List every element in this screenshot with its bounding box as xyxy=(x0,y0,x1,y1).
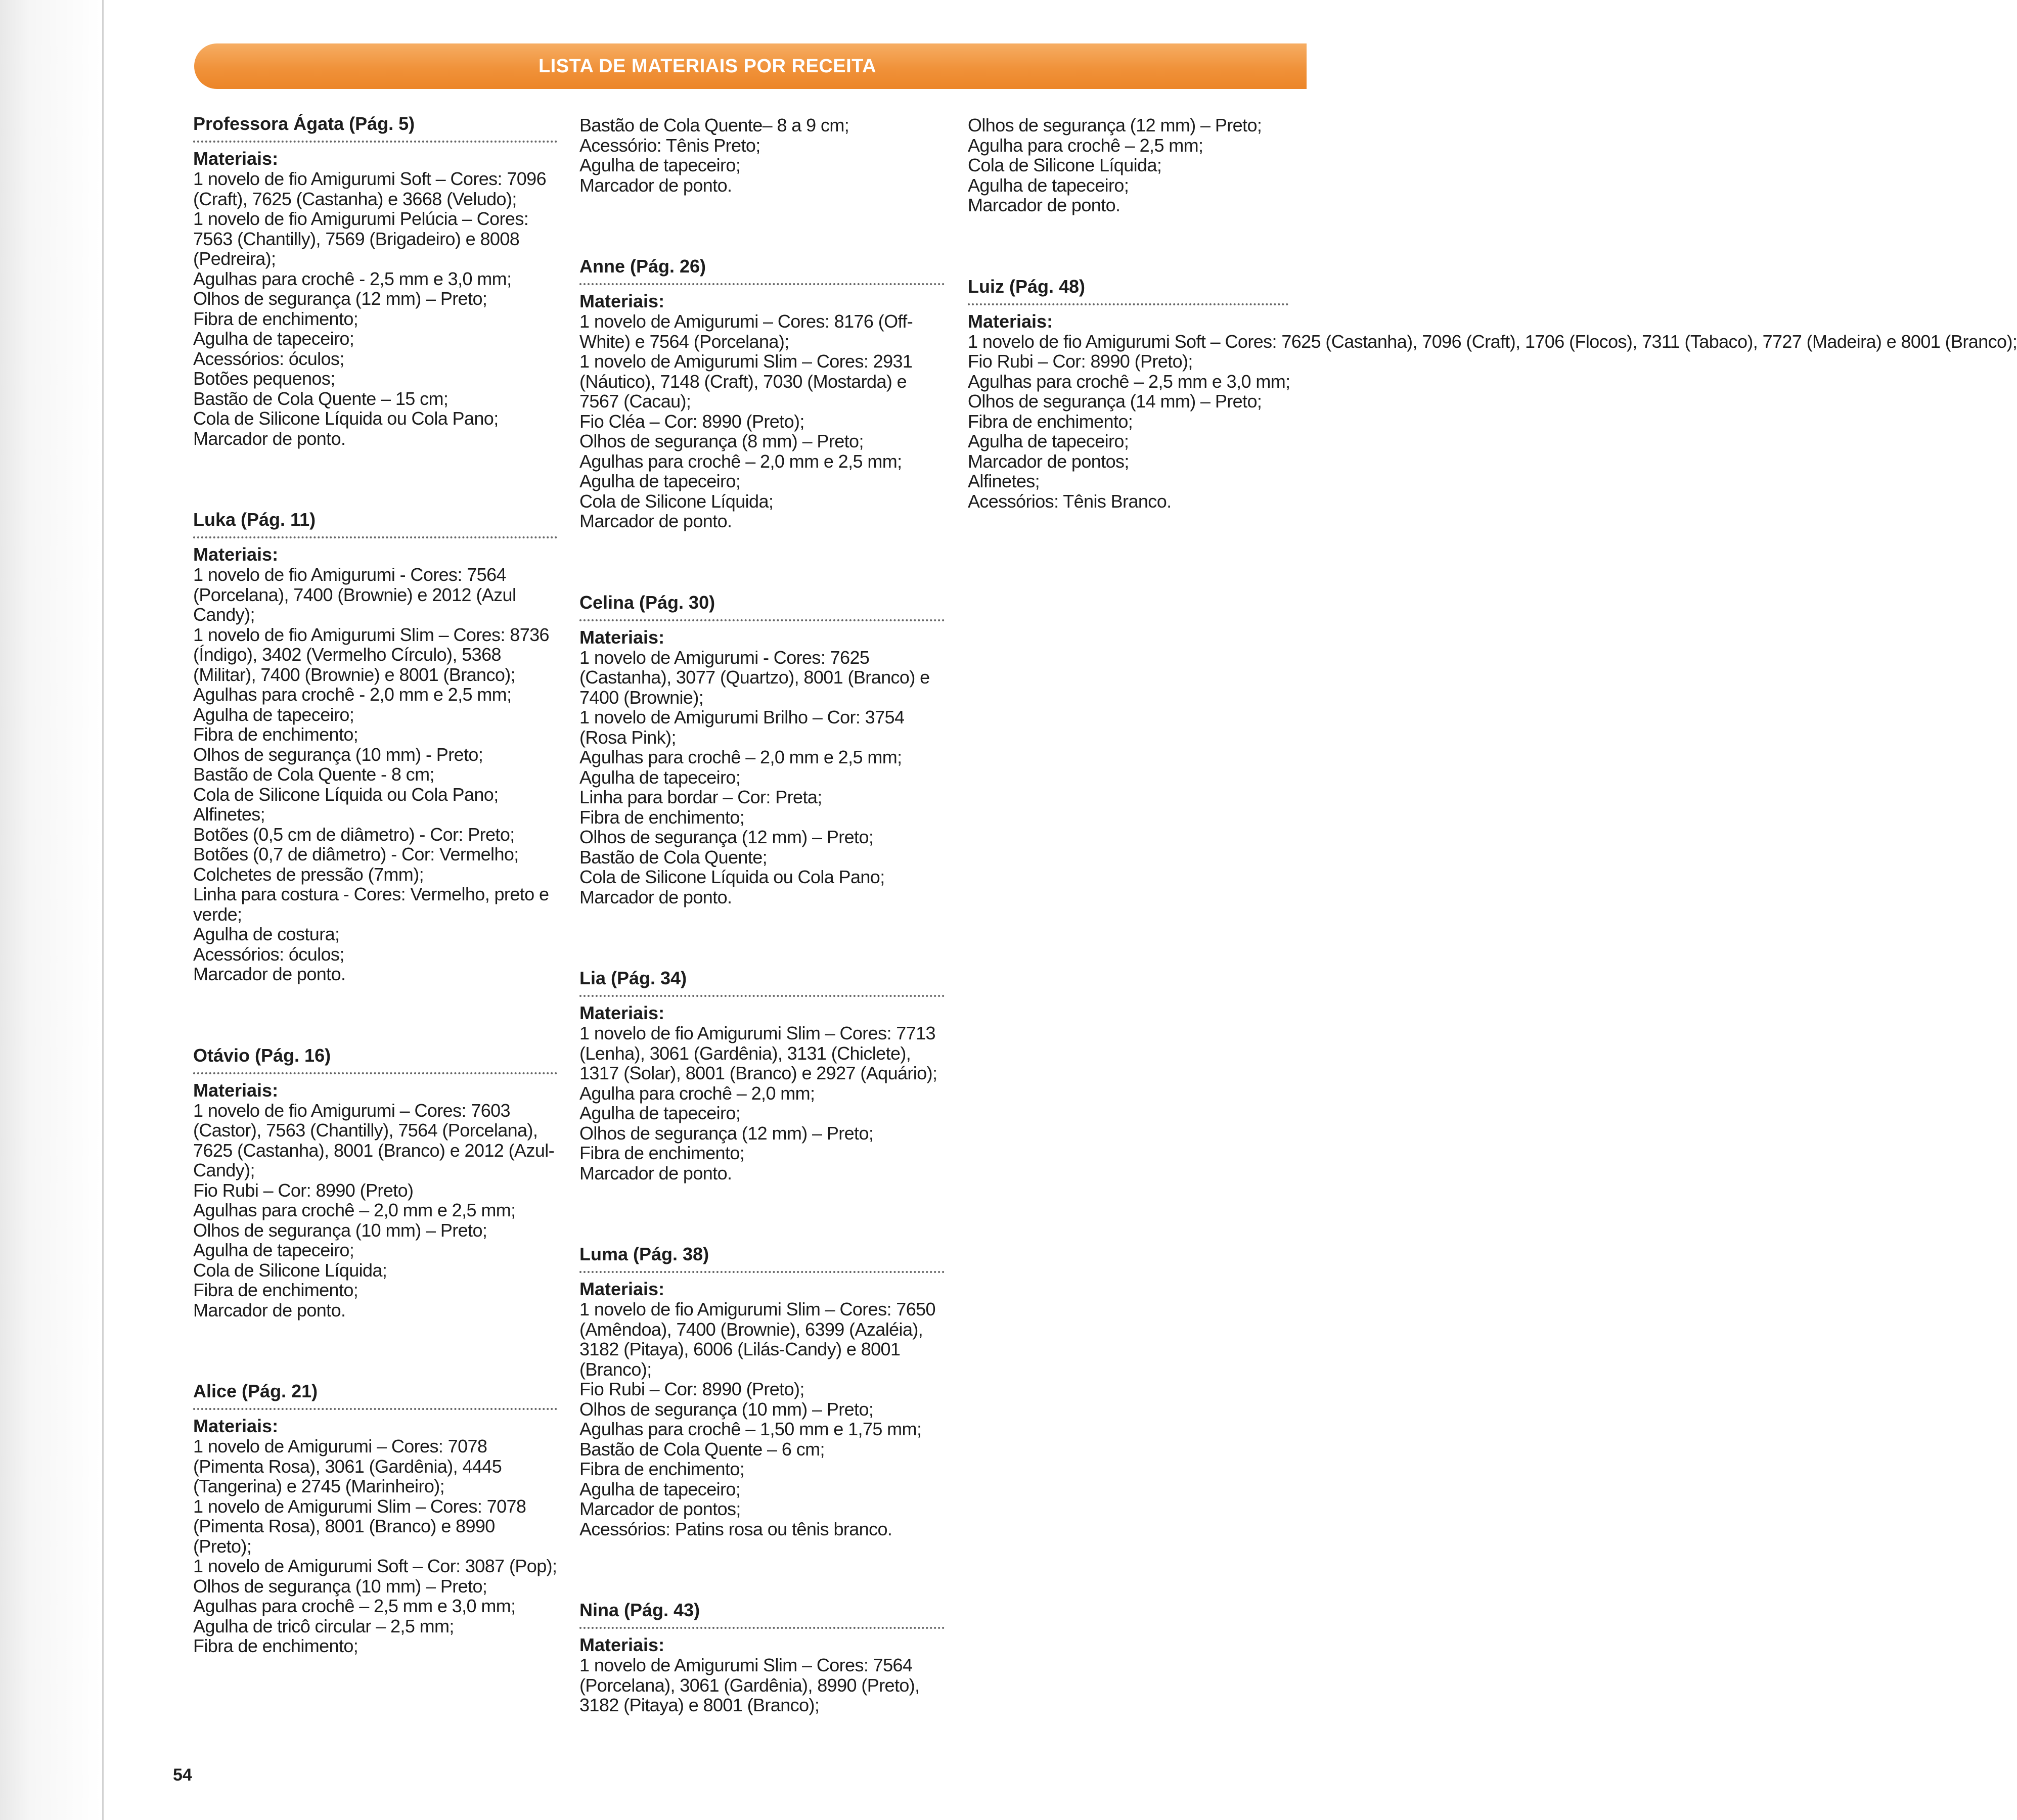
material-item: Bastão de Cola Quente; xyxy=(579,846,768,868)
material-item: Fio Rubi – Cor: 8990 (Preto) xyxy=(193,1179,414,1201)
materials-label: Materiais: xyxy=(193,1079,279,1101)
material-item: Olhos de segurança (10 mm) – Preto; xyxy=(193,1219,487,1241)
material-item: Agulhas para crochê – 1,50 mm e 1,75 mm; xyxy=(579,1419,922,1439)
material-item: Olhos de segurança (12 mm) – Preto; xyxy=(193,288,487,309)
material-item: Agulha para crochê – 2,0 mm; xyxy=(579,1082,815,1104)
material-item: 1 novelo de fio Amigurumi Soft – Cores: 7096 (Craft), 7625 (Castanha) e 3668 (Veludo); xyxy=(193,168,547,209)
material-item: Olhos de segurança (12 mm) – Preto; xyxy=(968,115,1262,135)
material-item: Marcador de ponto. xyxy=(579,1162,732,1184)
material-item: Agulha de tapeceiro; xyxy=(579,1103,741,1123)
material-item: Agulha de tapeceiro; xyxy=(579,1478,741,1499)
material-item: Cola de Silicone Líquida ou Cola Pano; xyxy=(579,867,885,887)
material-item: Botões (0,5 cm de diâmetro) - Cor: Preto; xyxy=(193,824,515,845)
material-item: Linha para costura - Cores: Vermelho, preto e verde; xyxy=(193,884,549,925)
material-item: Agulha de costura; xyxy=(193,924,340,944)
recipe-section xyxy=(579,591,945,907)
dotted-divider xyxy=(579,1627,945,1629)
materials-label: Materiais: xyxy=(579,1279,665,1299)
material-item: 1 novelo de fio Amigurumi – Cores: 7603 (Castor), 7563 (Chantilly), 7564 (Porcelana), 7625 (Castanha), 8001 (Branco) e 2012 (Azul-Candy); xyxy=(193,1100,555,1180)
materials-label: Materiais: xyxy=(579,1634,665,1655)
material-item: Agulha de tapeceiro; xyxy=(579,471,741,491)
material-item: Agulha de tapeceiro; xyxy=(193,704,354,725)
material-item: Olhos de segurança (12 mm) – Preto; xyxy=(579,1122,874,1144)
material-item: 1 novelo de fio Amigurumi Slim – Cores: 7713 (Lenha), 3061 (Gardênia), 3131 (Chiclete), 1317 (Solar), 8001 (Branco) e 2927 (Aquário); xyxy=(579,1023,937,1083)
page-number: 54 xyxy=(173,1765,192,1785)
material-item: 1 novelo de Amigurumi Slim – Cores: 7564 (Porcelana), 3061 (Gardênia), 8990 (Preto), 3182 (Pitaya) e 8001 (Branco); xyxy=(579,1655,920,1715)
dotted-divider xyxy=(579,619,945,621)
material-item: Acessório: Tênis Preto; xyxy=(579,134,760,156)
materials-label: Materiais: xyxy=(968,310,1053,332)
material-item: Olhos de segurança (10 mm) - Preto; xyxy=(193,744,483,765)
material-item: 1 novelo de fio Amigurumi - Cores: 7564 (Porcelana), 7400 (Brownie) e 2012 (Azul Candy); xyxy=(193,564,516,625)
material-item: Marcador de ponto. xyxy=(193,964,346,984)
material-item: Agulha de tricô circular – 2,5 mm; xyxy=(193,1615,454,1636)
recipe-title: Luiz (Pág. 48) xyxy=(968,276,1086,297)
recipe-title: Otávio (Pág. 16) xyxy=(193,1044,331,1066)
material-item: Fibra de enchimento; xyxy=(193,308,358,329)
materials-label: Materiais: xyxy=(193,1416,279,1436)
material-item: Olhos de segurança (8 mm) – Preto; xyxy=(579,431,864,451)
material-item: Agulha de tapeceiro; xyxy=(968,431,1129,451)
material-item: Cola de Silicone Líquida ou Cola Pano; xyxy=(193,784,499,805)
material-item: Bastão de Cola Quente – 6 cm; xyxy=(579,1438,825,1460)
material-item: Colchetes de pressão (7mm); xyxy=(193,863,424,885)
dotted-divider xyxy=(193,536,557,538)
recipe-title: Luma (Pág. 38) xyxy=(579,1244,709,1264)
material-item: Marcador de ponto. xyxy=(579,511,732,531)
column-1 xyxy=(193,112,557,1716)
material-item: Agulha de tapeceiro; xyxy=(193,1240,354,1260)
material-item: Fibra de enchimento; xyxy=(579,1459,745,1479)
material-item: Fibra de enchimento; xyxy=(193,1635,358,1656)
material-item: Alfinetes; xyxy=(968,471,1040,491)
dotted-divider xyxy=(968,303,1288,305)
material-item: Alfinetes; xyxy=(193,804,265,825)
recipe-title: Lia (Pág. 34) xyxy=(579,968,687,988)
recipe-title: Celina (Pág. 30) xyxy=(579,592,715,613)
material-item: Acessórios: Tênis Branco. xyxy=(968,490,1172,512)
recipe-title: Luka (Pág. 11) xyxy=(193,509,316,530)
material-item: Bastão de Cola Quente – 15 cm; xyxy=(193,388,449,409)
material-item: Acessórios: Patins rosa ou tênis branco. xyxy=(579,1518,892,1539)
material-item: 1 novelo de Amigurumi Brilho – Cor: 3754 (Rosa Pink); xyxy=(579,707,905,748)
recipe-section xyxy=(579,967,945,1183)
header-banner xyxy=(194,43,1307,89)
material-item: Agulha para crochê – 2,5 mm; xyxy=(968,134,1203,156)
material-item: Fio Rubi – Cor: 8990 (Preto); xyxy=(968,351,1193,372)
recipe-section xyxy=(193,508,557,984)
recipe-title: Nina (Pág. 43) xyxy=(579,1600,700,1620)
material-item: Fibra de enchimento; xyxy=(579,806,745,828)
dotted-divider xyxy=(193,141,557,143)
recipe-section xyxy=(579,255,945,531)
materials-label: Materiais: xyxy=(193,148,279,169)
material-item: 1 novelo de Amigurumi – Cores: 8176 (Off-White) e 7564 (Porcelana); xyxy=(579,311,913,352)
material-item: Agulhas para crochê – 2,0 mm e 2,5 mm; xyxy=(193,1200,516,1220)
material-item: Marcador de ponto. xyxy=(579,174,732,196)
material-item: 1 novelo de Amigurumi Slim – Cores: 2931 (Náutico), 7148 (Craft), 7030 (Mostarda) e 7567 (Cacau); xyxy=(579,351,913,412)
material-item: Agulhas para crochê - 2,0 mm e 2,5 mm; xyxy=(193,684,512,705)
materials-label: Materiais: xyxy=(193,544,279,565)
material-item: Fibra de enchimento; xyxy=(193,724,358,745)
material-item: Agulha de tapeceiro; xyxy=(968,174,1129,196)
material-item: Agulhas para crochê - 2,5 mm e 3,0 mm; xyxy=(193,268,512,289)
material-item: Agulhas para crochê – 2,5 mm e 3,0 mm; xyxy=(968,371,1290,392)
material-item: Botões (0,7 de diâmetro) - Cor: Vermelho; xyxy=(193,844,519,864)
material-item: 1 novelo de Amigurumi - Cores: 7625 (Castanha), 3077 (Quartzo), 8001 (Branco) e 7400 (Brownie); xyxy=(579,647,930,708)
recipe-section xyxy=(193,1380,557,1656)
page-title: LISTA DE MATERIAIS POR RECEITA xyxy=(538,55,877,77)
column-3 xyxy=(968,112,2017,571)
material-item: Marcador de ponto. xyxy=(193,1299,346,1321)
material-item: 1 novelo de fio Amigurumi Pelúcia – Cores: 7563 (Chantilly), 7569 (Brigadeiro) e 8008 (Pedreira); xyxy=(193,208,529,269)
material-item: Olhos de segurança (14 mm) – Preto; xyxy=(968,391,1262,412)
material-item: Agulhas para crochê – 2,5 mm e 3,0 mm; xyxy=(193,1596,516,1616)
material-item: Agulhas para crochê – 2,0 mm e 2,5 mm; xyxy=(579,747,902,767)
materials-label: Materiais: xyxy=(579,1003,665,1023)
material-item: Bastão de Cola Quente– 8 a 9 cm; xyxy=(579,115,849,135)
material-item: Fio Cléa – Cor: 8990 (Preto); xyxy=(579,411,804,432)
material-item: Cola de Silicone Líquida; xyxy=(579,490,774,512)
material-item: 1 novelo de Amigurumi Soft – Cor: 3087 (Pop); xyxy=(193,1556,557,1576)
material-item: 1 novelo de Amigurumi – Cores: 7078 (Pimenta Rosa), 3061 (Gardênia), 4445 (Tangerina) e 2745 (Marinheiro); xyxy=(193,1436,502,1496)
page-binding-shadow xyxy=(0,0,101,1820)
recipe-section xyxy=(579,1599,945,1715)
dotted-divider xyxy=(193,1072,557,1074)
material-item: Fibra de enchimento; xyxy=(193,1280,358,1300)
material-item: 1 novelo de fio Amigurumi Slim – Cores: 8736 (Índigo), 3402 (Vermelho Círculo), 5368 (Militar), 7400 (Brownie) e 8001 (Branco); xyxy=(193,624,549,685)
recipe-section-continued xyxy=(579,112,945,195)
material-item: Marcador de ponto. xyxy=(579,886,732,907)
material-item: Linha para bordar – Cor: Preta; xyxy=(579,787,822,807)
recipe-title: Alice (Pág. 21) xyxy=(193,1381,318,1401)
material-item: Cola de Silicone Líquida; xyxy=(193,1259,387,1281)
material-item: Cola de Silicone Líquida; xyxy=(968,155,1162,175)
dotted-divider xyxy=(193,1408,557,1410)
material-item: 1 novelo de fio Amigurumi Slim – Cores: 7650 (Amêndoa), 7400 (Brownie), 6399 (Azaléia), 3182 (Pitaya), 6006 (Lilás-Candy) e 8001 (Branco); xyxy=(579,1299,935,1380)
material-item: Olhos de segurança (10 mm) – Preto; xyxy=(579,1398,874,1420)
material-item: Marcador de ponto. xyxy=(968,195,1120,215)
material-item: Fibra de enchimento; xyxy=(579,1143,745,1163)
dotted-divider xyxy=(579,283,945,285)
material-item: Bastão de Cola Quente - 8 cm; xyxy=(193,764,434,785)
page-binding-edge xyxy=(102,0,104,1820)
material-item: Agulhas para crochê – 2,0 mm e 2,5 mm; xyxy=(579,450,902,472)
material-item: Olhos de segurança (12 mm) – Preto; xyxy=(579,827,874,847)
recipe-section-continued xyxy=(968,112,1288,215)
recipe-section xyxy=(193,112,557,448)
material-item: Marcador de pontos; xyxy=(579,1498,741,1519)
column-2 xyxy=(579,112,945,1775)
recipe-section xyxy=(968,275,2017,512)
dotted-divider xyxy=(579,1271,945,1273)
material-item: Acessórios: óculos; xyxy=(193,943,344,965)
recipe-section xyxy=(193,1044,557,1321)
material-item: Marcador de pontos; xyxy=(968,450,1129,472)
material-item: Botões pequenos; xyxy=(193,368,335,389)
material-item: Agulha de tapeceiro; xyxy=(579,766,741,788)
material-item: Olhos de segurança (10 mm) – Preto; xyxy=(193,1575,487,1597)
material-item: Fio Rubi – Cor: 8990 (Preto); xyxy=(579,1379,804,1399)
material-item: Cola de Silicone Líquida ou Cola Pano; xyxy=(193,408,499,429)
recipe-title: Professora Ágata (Pág. 5) xyxy=(193,113,415,134)
dotted-divider xyxy=(579,995,945,997)
material-item: Agulha de tapeceiro; xyxy=(193,328,354,349)
materials-label: Materiais: xyxy=(579,291,665,311)
recipe-title: Anne (Pág. 26) xyxy=(579,256,706,277)
material-item: Acessórios: óculos; xyxy=(193,348,344,369)
material-item: Fibra de enchimento; xyxy=(968,411,1133,432)
material-item: Agulha de tapeceiro; xyxy=(579,155,741,175)
material-item: Marcador de ponto. xyxy=(193,428,346,449)
materials-label: Materiais: xyxy=(579,626,665,648)
recipe-section xyxy=(579,1243,945,1539)
material-item: 1 novelo de fio Amigurumi Soft – Cores: 7625 (Castanha), 7096 (Craft), 1706 (Flocos), 7311 (Tabaco), 7727 (Madeira) e 8001 (Branco); xyxy=(968,331,2017,352)
material-item: 1 novelo de Amigurumi Slim – Cores: 7078 (Pimenta Rosa), 8001 (Branco) e 8990 (Preto); xyxy=(193,1495,526,1557)
